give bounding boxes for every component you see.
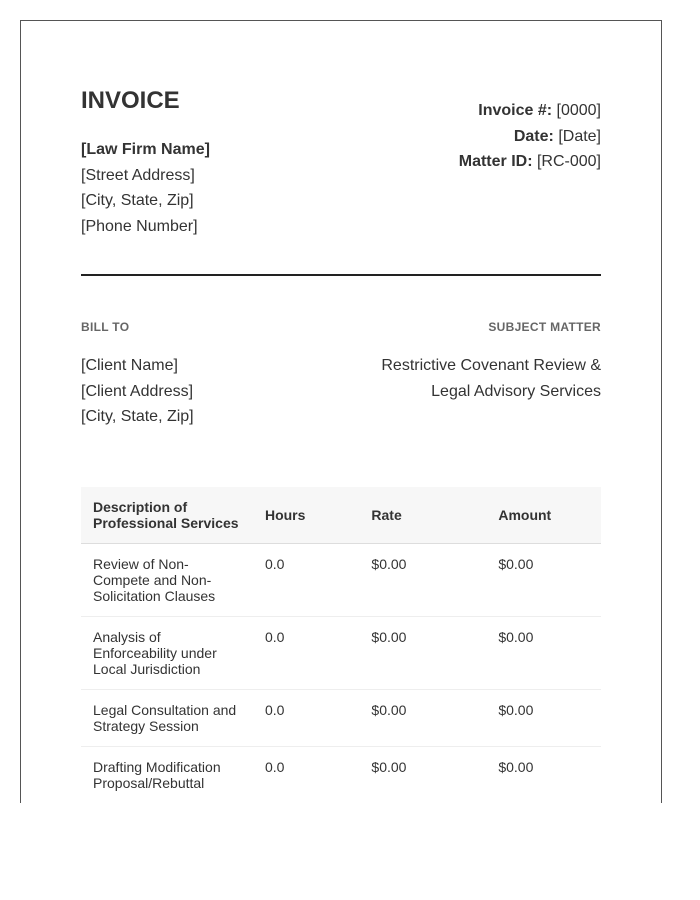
row-amount: $0.00 [486,747,601,804]
client-info [81,353,194,430]
services-table [81,487,601,803]
row-amount: $0.00 [486,617,601,690]
firm-name: [Law Firm Name] [81,141,210,158]
table-row [81,747,601,804]
row-description: Drafting Modification Proposal/Rebuttal [81,747,253,804]
header-divider [81,274,601,276]
table-row [81,544,601,617]
subject-line-1: Restrictive Covenant Review & [381,357,601,374]
row-description: Analysis of Enforceability under Local Jurisdiction [81,617,253,690]
row-rate: $0.00 [359,617,486,690]
invoice-number-row [459,98,601,124]
invoice-date-row [459,124,601,150]
matter-id-row [459,149,601,175]
row-rate: $0.00 [359,747,486,804]
header-description: Description of Professional Services [81,487,253,544]
header-amount: Amount [486,487,601,544]
table-header-row [81,487,601,544]
invoice-date-label: Date: [513,127,554,145]
firm-street: [Street Address] [81,166,195,184]
client-name: [Client Name] [81,357,178,374]
table-row [81,617,601,690]
row-description: Review of Non-Compete and Non-Solicitation Clauses [81,544,253,617]
row-amount: $0.00 [486,690,601,747]
client-city: [City, State, Zip] [81,408,194,426]
invoice-number-value: [0000] [556,102,601,119]
invoice-page [20,20,662,803]
row-description: Legal Consultation and Strategy Session [81,690,253,747]
row-hours: 0.0 [253,617,359,690]
client-address: [Client Address] [81,382,194,400]
subject-matter [341,353,601,404]
row-hours: 0.0 [253,690,359,747]
row-rate: $0.00 [359,544,486,617]
bill-to-label: BILL TO [81,320,130,334]
invoice-number-label: Invoice #: [478,102,553,119]
table-row [81,690,601,747]
row-hours: 0.0 [253,747,359,804]
firm-city: [City, State, Zip] [81,192,194,210]
firm-info [81,137,210,240]
subject-matter-label: SUBJECT MATTER [488,320,601,334]
header-hours: Hours [253,487,359,544]
firm-phone: [Phone Number] [81,218,198,236]
row-hours: 0.0 [253,544,359,617]
invoice-date-value: [Date] [558,127,601,145]
header-rate: Rate [359,487,486,544]
matter-id-label: Matter ID: [458,153,533,171]
invoice-title: INVOICE [81,87,180,114]
subject-line-2: Legal Advisory Services [431,382,601,400]
invoice-meta [459,98,601,175]
row-rate: $0.00 [359,690,486,747]
row-amount: $0.00 [486,544,601,617]
matter-id-value: [RC-000] [536,153,601,171]
